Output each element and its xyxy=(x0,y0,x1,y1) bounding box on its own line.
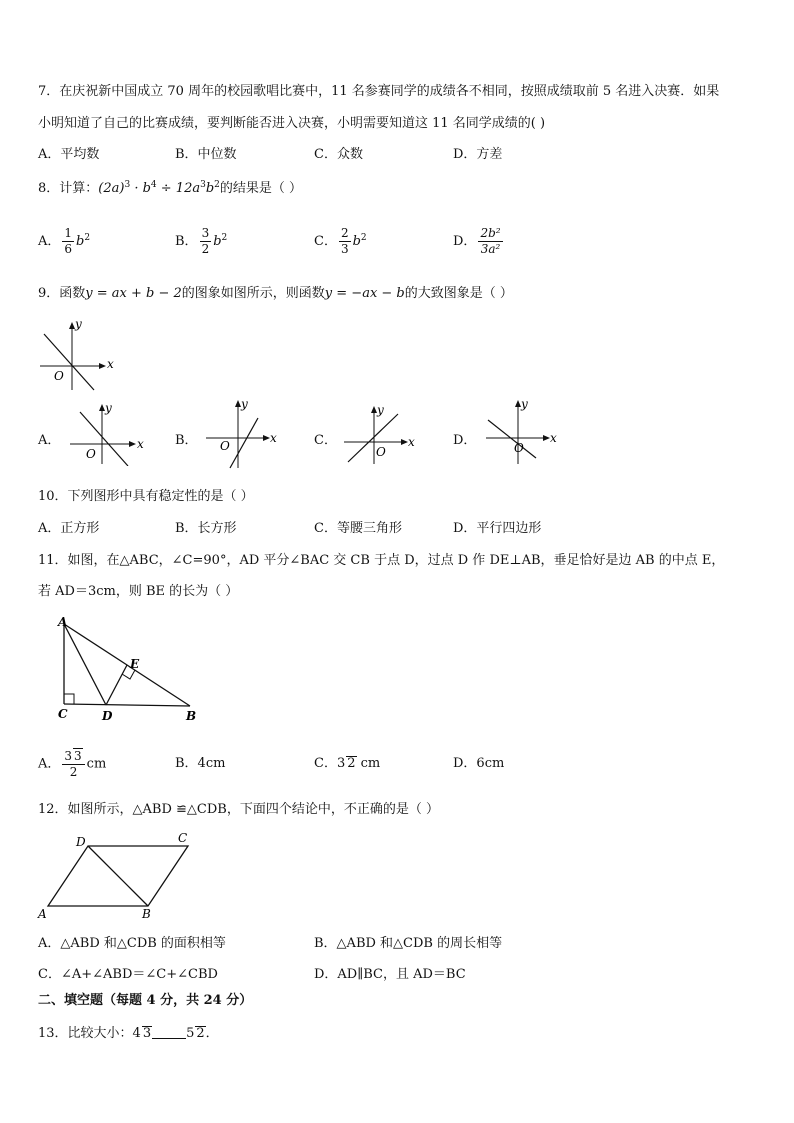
q7-line1: 7．在庆祝新中国成立 70 周年的校园歌唱比赛中，11 名参赛同学的成绩各不相同，按照成绩取前 5 名进入决赛．如果 xyxy=(38,84,720,99)
q11-option-c-label: C．3 xyxy=(314,756,346,771)
y-label: y xyxy=(377,403,384,417)
label-a: A xyxy=(38,907,47,921)
q11-option-c xyxy=(314,755,380,773)
x-axis-arrow xyxy=(99,363,106,369)
q10-option-d: D．平行四边形 xyxy=(453,521,542,536)
q9-option-a-label: A． xyxy=(38,433,61,448)
x-axis-arrow xyxy=(263,435,270,441)
diagonal-bd xyxy=(88,846,148,906)
label-d: D xyxy=(102,709,113,723)
q8-option-a-var: b xyxy=(76,234,85,249)
q8-option-c-var: b xyxy=(352,234,361,249)
q7-option-c: C．众数 xyxy=(314,147,363,162)
q8-option-a-label: A． xyxy=(38,234,61,249)
q8-expr-a: (2a) xyxy=(98,181,125,196)
q13-answer-blank[interactable] xyxy=(152,1038,186,1039)
q8-option-b-label: B． xyxy=(175,234,198,249)
q10-option-b: B．长方形 xyxy=(175,521,237,536)
q9-suffix: 的大致图象是（ ） xyxy=(404,286,513,301)
q8-exp-c: 3 xyxy=(200,180,206,190)
q9-option-c-graph xyxy=(342,400,422,466)
q13-stem xyxy=(38,1025,219,1043)
q11-line2: 若 AD＝3cm，则 BE 的长为（ ） xyxy=(38,584,239,599)
q7-option-d: D．方差 xyxy=(453,147,503,162)
q10-option-c: C．等腰三角形 xyxy=(314,521,402,536)
label-b: B xyxy=(142,907,151,921)
q8-exp-b: 4 xyxy=(150,180,157,190)
label-d: D xyxy=(76,835,86,849)
q11-option-a-den: 2 xyxy=(69,765,78,779)
q13-prefix: 13．比较大小：4 xyxy=(38,1026,141,1041)
origin-label: O xyxy=(220,439,230,453)
right-angle-c xyxy=(64,694,74,704)
x-axis-arrow xyxy=(543,435,550,441)
q8-option-b xyxy=(175,226,227,257)
q11-option-a-fraction xyxy=(62,748,84,780)
origin-label: O xyxy=(514,441,524,455)
q9-option-a-graph xyxy=(66,400,148,466)
q8-exp-a: 3 xyxy=(124,180,131,190)
section-2-title: 二、填空题（每题 4 分，共 24 分） xyxy=(38,993,253,1008)
q8-option-d-num: 2b² xyxy=(480,226,501,240)
q8-option-c-den: 3 xyxy=(340,242,349,256)
q8-stem xyxy=(38,180,302,198)
q8-option-a-num: 1 xyxy=(64,226,73,240)
q7-line2: 小明知道了自己的比赛成绩，要判断能否进入决赛，小明需要知道这 11 名同学成绩的( ) xyxy=(38,116,546,131)
segment-ad xyxy=(64,624,106,705)
q13-mid: 5 xyxy=(186,1026,195,1041)
q13-radicand-2: 2 xyxy=(196,1026,205,1041)
x-label: x xyxy=(270,431,277,445)
label-b: B xyxy=(186,709,197,723)
label-a: A xyxy=(58,615,68,629)
q10-stem: 10．下列图形中具有稳定性的是（ ） xyxy=(38,489,254,504)
q9-option-d-label: D． xyxy=(453,433,477,448)
x-label: x xyxy=(137,437,144,451)
y-label: y xyxy=(75,318,82,331)
q8-option-c-label: C． xyxy=(314,234,337,249)
function-line xyxy=(230,418,258,468)
q9-mid: 的图象如图所示，则函数 xyxy=(181,286,325,301)
q9-reference-graph xyxy=(36,318,116,394)
q10-option-a: A．正方形 xyxy=(38,521,100,536)
q11-option-a-label: A． xyxy=(38,756,61,772)
origin-label: O xyxy=(54,369,64,383)
q8-suffix: 的结果是（ ） xyxy=(219,181,303,196)
q11-option-a-radicand: 3 xyxy=(74,749,82,763)
q8-option-a-exp: 2 xyxy=(84,233,91,243)
q8-option-b-var: b xyxy=(213,234,222,249)
q8-prefix: 8．计算： xyxy=(38,181,99,196)
side-cb xyxy=(64,704,190,706)
label-c: C xyxy=(58,707,68,721)
q13-suffix: ． xyxy=(205,1026,219,1041)
q12-option-b: B．△ABD 和△CDB 的周长相等 xyxy=(314,936,503,951)
function-line xyxy=(348,414,398,462)
q8-mid: · b xyxy=(130,181,151,196)
q8-option-c-fraction xyxy=(339,226,351,257)
q7-option-b: B．中位数 xyxy=(175,147,237,162)
q9-option-b-label: B． xyxy=(175,433,198,448)
q8-option-a xyxy=(38,226,90,257)
q12-parallelogram-figure xyxy=(36,830,196,922)
q8-option-c-num: 2 xyxy=(340,226,349,240)
x-axis-arrow xyxy=(129,441,136,447)
q7-option-a: A．平均数 xyxy=(38,147,100,162)
q9-function-2: y = −ax − b xyxy=(324,286,405,301)
q8-option-b-exp: 2 xyxy=(221,233,228,243)
q8-option-d xyxy=(453,226,505,257)
origin-label: O xyxy=(376,445,386,459)
x-label: x xyxy=(107,357,114,371)
q11-option-a-num xyxy=(62,748,84,765)
q11-option-c-radicand: 2 xyxy=(347,756,356,771)
q8-option-d-label: D． xyxy=(453,234,477,249)
y-label: y xyxy=(105,401,112,415)
q9-option-c-label: C． xyxy=(314,433,337,448)
function-line xyxy=(488,420,536,458)
q8-option-c xyxy=(314,226,367,257)
x-label: x xyxy=(550,431,557,445)
q11-option-b: B．4cm xyxy=(175,756,226,771)
x-axis-arrow xyxy=(401,439,408,445)
q11-line1: 11．如图，在△ABC，∠C=90°，AD 平分∠BAC 交 CB 于点 D，过点 D 作 DE⊥AB，垂足恰好是边 AB 的中点 E， xyxy=(38,553,725,568)
q9-prefix: 9．函数 xyxy=(38,286,86,301)
q11-option-a-unit: cm xyxy=(86,756,107,772)
q11-option-a xyxy=(38,748,106,780)
q8-option-d-den: 3a² xyxy=(480,242,501,256)
segment-de xyxy=(106,665,127,705)
q12-stem: 12．如图所示，△ABD ≌△CDB，下面四个结论中，不正确的是（ ） xyxy=(38,802,439,817)
origin-label: O xyxy=(86,447,96,461)
q12-option-d: D．AD∥BC，且 AD＝BC xyxy=(314,967,466,982)
q12-option-a: A．△ABD 和△CDB 的面积相等 xyxy=(38,936,226,951)
y-label: y xyxy=(521,397,528,411)
q13-radicand-1: 3 xyxy=(142,1026,152,1041)
q8-div: ÷ 12a xyxy=(156,181,201,196)
q12-option-c: C．∠A+∠ABD＝∠C+∠CBD xyxy=(38,967,218,982)
q8-option-a-den: 6 xyxy=(64,242,73,256)
x-label: x xyxy=(408,435,415,449)
q8-exp-d: 2 xyxy=(214,180,220,190)
q11-option-d: D．6cm xyxy=(453,756,505,771)
q9-stem xyxy=(38,285,513,303)
q8-option-a-fraction xyxy=(62,226,74,257)
q8-b2: b xyxy=(205,181,215,196)
q8-option-b-num: 3 xyxy=(201,226,210,240)
label-c: C xyxy=(178,831,188,845)
q11-option-c-unit: cm xyxy=(356,756,381,771)
y-label: y xyxy=(241,397,248,411)
q8-option-c-exp: 2 xyxy=(360,233,367,243)
q8-option-d-fraction xyxy=(478,226,502,257)
q11-triangle-figure xyxy=(54,614,214,726)
q8-option-b-fraction xyxy=(200,226,212,257)
q9-option-d-graph xyxy=(484,396,564,466)
label-e: E xyxy=(130,657,140,671)
q9-option-b-graph xyxy=(204,396,284,470)
q9-function-1: y = ax + b − 2 xyxy=(85,286,182,301)
function-line xyxy=(44,334,94,390)
q8-option-b-den: 2 xyxy=(201,242,210,256)
q11-option-a-coef: 3 xyxy=(64,749,73,763)
